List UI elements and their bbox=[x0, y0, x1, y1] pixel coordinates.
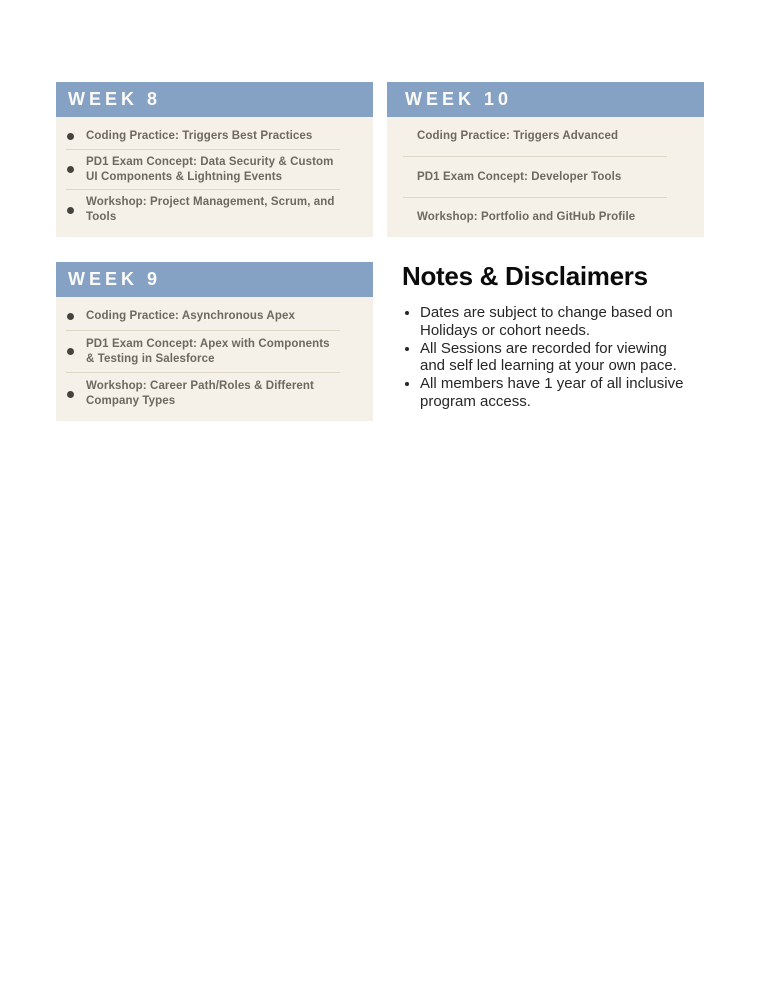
schedule-item-text bbox=[387, 210, 653, 225]
schedule-item-text bbox=[86, 195, 353, 225]
item-line: Workshop: Portfolio and GitHub Profile bbox=[417, 211, 636, 223]
item-line: UI Components & Lightning Events bbox=[86, 170, 283, 183]
schedule-item bbox=[387, 170, 704, 185]
schedule-item-text bbox=[86, 129, 330, 144]
note-line: • Dates are subject to change based on bbox=[420, 304, 673, 321]
week-8-card bbox=[56, 82, 373, 237]
week-9-header bbox=[56, 262, 373, 297]
week-8-body bbox=[56, 117, 373, 237]
note-line: Holidays or cohort needs. bbox=[420, 321, 591, 339]
bullet-dot-icon bbox=[67, 391, 74, 398]
week-10-header bbox=[387, 82, 704, 117]
item-line: & Testing in Salesforce bbox=[86, 352, 215, 365]
week-10-body bbox=[387, 117, 704, 237]
item-line: Company Types bbox=[86, 395, 176, 407]
schedule-item-text bbox=[86, 155, 351, 185]
note-item bbox=[420, 375, 704, 411]
item-line: Coding Practice: Asynchronous Apex bbox=[86, 310, 295, 322]
bullet-dot-icon bbox=[67, 166, 74, 173]
schedule-item-text bbox=[387, 170, 639, 185]
schedule-item-text bbox=[387, 129, 636, 144]
week-8-header bbox=[56, 82, 373, 117]
bullet-dot-icon bbox=[67, 313, 74, 320]
item-line: Coding Practice: Triggers Advanced bbox=[417, 130, 619, 142]
note-line: • All members have 1 year of all inclusive bbox=[420, 375, 684, 393]
schedule-item bbox=[56, 155, 373, 185]
divider bbox=[66, 372, 340, 373]
divider bbox=[66, 149, 340, 150]
note-line: program access. bbox=[420, 392, 531, 410]
schedule-item-text bbox=[86, 379, 332, 409]
divider bbox=[403, 197, 667, 198]
note-line: • All Sessions are recorded for viewing bbox=[420, 339, 667, 357]
schedule-item bbox=[56, 195, 373, 225]
item-line: Workshop: Career Path/Roles & Different bbox=[86, 380, 314, 392]
schedule-item bbox=[387, 210, 704, 225]
divider bbox=[66, 330, 340, 331]
note-line: and self led learning at your own pace. bbox=[420, 357, 677, 375]
week-8-title: WEEK 8 bbox=[68, 89, 162, 109]
schedule-item-text bbox=[86, 309, 313, 324]
item-line: PD1 Exam Concept: Developer Tools bbox=[417, 170, 622, 183]
note-item bbox=[420, 304, 704, 340]
schedule-item-text bbox=[86, 337, 348, 367]
bullet-dot-icon bbox=[67, 348, 74, 355]
schedule-item bbox=[387, 129, 704, 144]
week-10-card bbox=[387, 82, 704, 237]
divider bbox=[66, 189, 340, 190]
item-line: Tools bbox=[86, 211, 117, 223]
week-9-body bbox=[56, 297, 373, 421]
schedule-item bbox=[56, 337, 373, 367]
note-item bbox=[420, 340, 704, 376]
schedule-item bbox=[56, 129, 373, 144]
notes-list bbox=[402, 304, 704, 411]
item-line: Coding Practice: Triggers Best Practices bbox=[86, 130, 313, 142]
bullet-dot-icon bbox=[67, 133, 74, 140]
item-line: PD1 Exam Concept: Apex with Components bbox=[86, 337, 330, 350]
schedule-item bbox=[56, 379, 373, 409]
notes-section bbox=[402, 260, 704, 411]
item-line: PD1 Exam Concept: Data Security & Custom bbox=[86, 155, 334, 168]
item-line: Workshop: Project Management, Scrum, and bbox=[86, 196, 335, 208]
notes-title: Notes & Disclaimers bbox=[402, 261, 648, 291]
week-9-title: WEEK 9 bbox=[68, 269, 162, 289]
schedule-item bbox=[56, 309, 373, 324]
divider bbox=[403, 156, 667, 157]
week-9-card bbox=[56, 262, 373, 421]
week-10-title: WEEK 10 bbox=[405, 89, 513, 109]
bullet-dot-icon bbox=[67, 207, 74, 214]
